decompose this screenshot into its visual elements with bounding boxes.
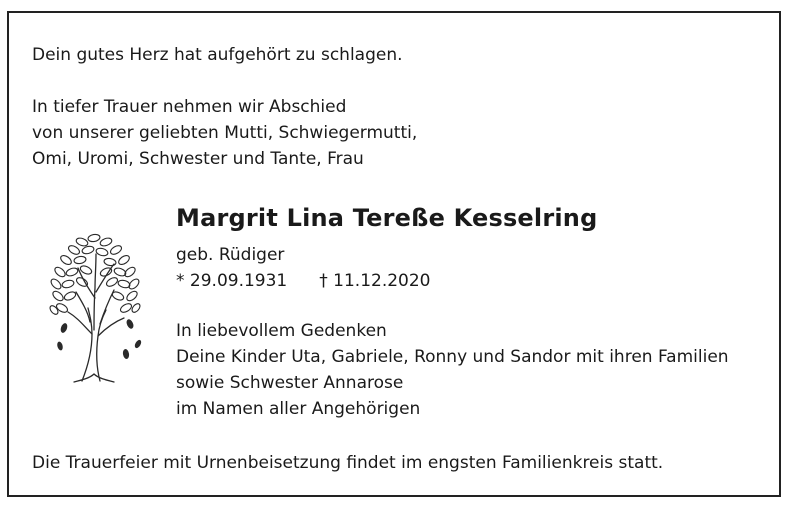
intro-line-2: In tiefer Trauer nehmen wir Abschied: [32, 97, 347, 117]
mourners-line-2: Deine Kinder Uta, Gabriele, Ronny und Sandor mit ihren Familien: [176, 347, 729, 367]
mourners-line-3: sowie Schwester Annarose: [176, 373, 404, 393]
maiden-name: geb. Rüdiger: [176, 245, 285, 265]
funeral-info: Die Trauerfeier mit Urnenbeisetzung findet im engsten Familienkreis statt.: [32, 453, 664, 473]
tree-icon: [38, 226, 150, 384]
deceased-name: Margrit Lina Tereße Kesselring: [176, 204, 598, 232]
intro-line-4: Omi, Uromi, Schwester und Tante, Frau: [32, 149, 364, 169]
death-date: † 11.12.2020: [319, 271, 431, 291]
intro-line-3: von unserer geliebten Mutti, Schwiegermutti,: [32, 123, 418, 143]
mourners-line-4: im Namen aller Angehörigen: [176, 399, 421, 419]
mourners-line-1: In liebevollem Gedenken: [176, 321, 387, 341]
life-dates: [176, 270, 431, 292]
birth-date: * 29.09.1931: [176, 271, 288, 291]
intro-line-1: Dein gutes Herz hat aufgehört zu schlagen.: [32, 45, 403, 65]
